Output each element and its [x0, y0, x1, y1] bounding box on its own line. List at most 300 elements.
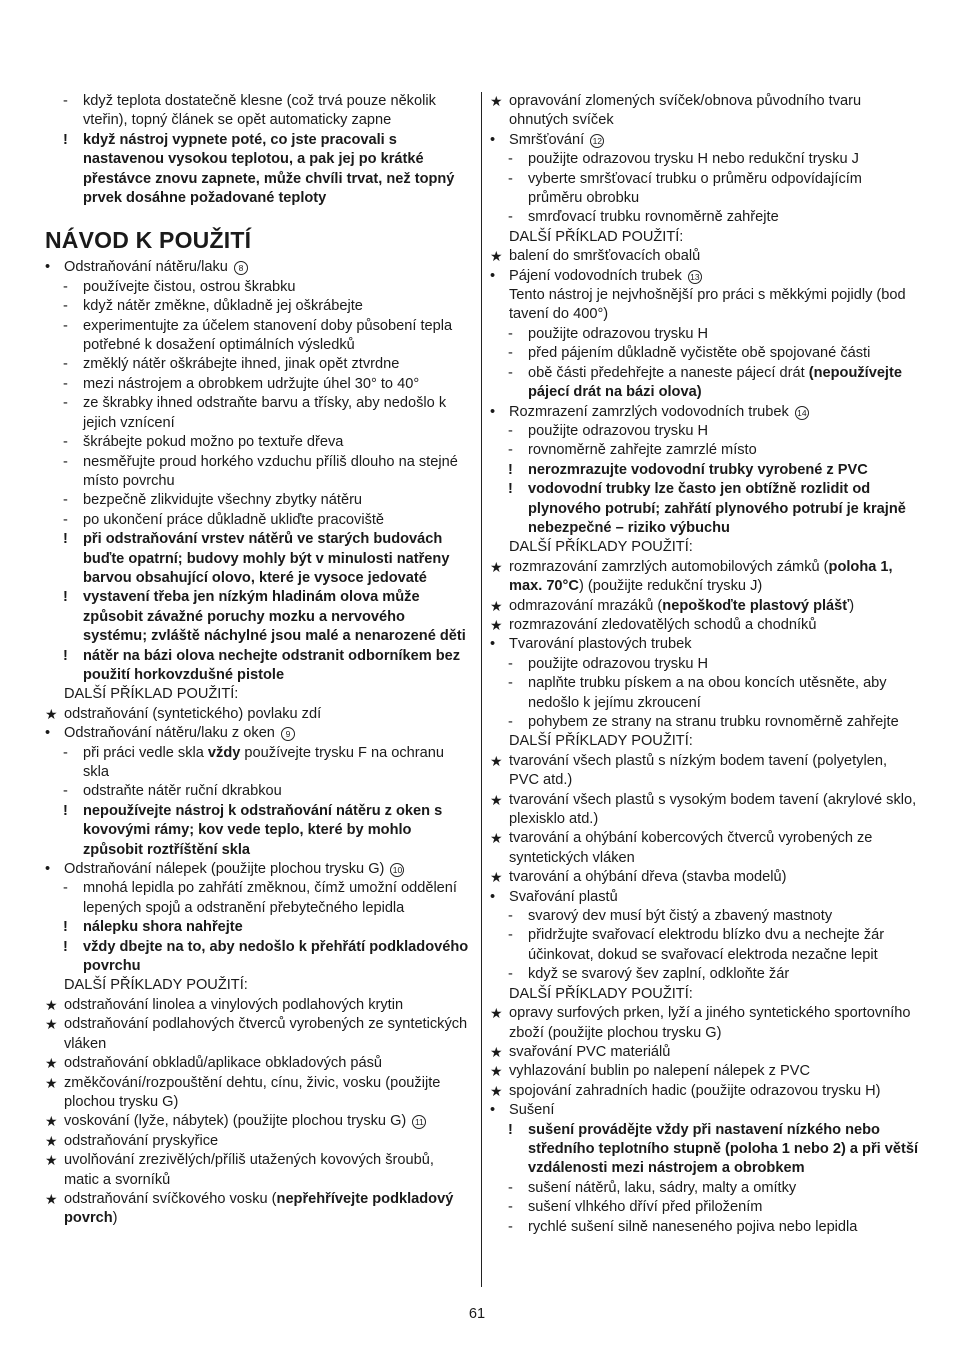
item-text	[490, 791, 920, 830]
star-icon: ★	[490, 248, 503, 265]
item-text	[490, 985, 920, 1004]
item-text	[490, 926, 920, 965]
bullet-item	[45, 860, 470, 879]
warning-icon: !	[63, 919, 68, 936]
item-text-part: Odstraňování nátěru/laku z oken	[64, 725, 275, 742]
dash-marker: -	[63, 492, 68, 509]
item-text-part: odmrazování mrazáků (	[509, 597, 663, 614]
item-text	[490, 247, 920, 266]
star-icon: ★	[45, 1055, 58, 1072]
sub-item	[45, 278, 470, 297]
dash-marker: -	[508, 966, 513, 983]
warning-item	[45, 918, 470, 937]
dash-marker: -	[508, 927, 513, 944]
item-text	[490, 1101, 920, 1120]
item-text	[45, 705, 470, 724]
dash-marker: -	[508, 442, 513, 459]
bullet-icon: •	[490, 636, 496, 653]
warning-icon: !	[508, 461, 513, 478]
dash-marker: -	[63, 278, 68, 295]
sub-item	[490, 674, 920, 713]
item-text-part: vyhlazování bublin po nalepení nálepek z PVC	[509, 1063, 810, 1080]
item-text	[490, 441, 920, 460]
item-text	[490, 1218, 920, 1237]
warning-icon: !	[508, 481, 513, 498]
item-text	[490, 655, 920, 674]
item-text	[45, 530, 470, 588]
figure-ref-badge: 11	[412, 1115, 426, 1129]
item-text-part: změklý nátěr oškrábejte ihned, jinak opět ztvrdne	[83, 356, 400, 373]
sub-item	[490, 1198, 920, 1217]
dash-marker: -	[508, 1199, 513, 1216]
item-text-part: DALŠÍ PŘÍKLADY POUŽITÍ:	[509, 985, 693, 1002]
item-text	[45, 511, 470, 530]
item-text-part: )	[849, 597, 855, 614]
item-text-part: sušení provádějte vždy při nastavení nízkého nebo středního teplotního stupně (poloha 1 nebo 2) a při větší vzdálenosti mezi nástrojem a obrobkem	[528, 1121, 918, 1177]
item-text-part: nálepku shora nahřejte	[83, 919, 243, 936]
warning-item	[45, 938, 470, 977]
item-text	[45, 92, 470, 131]
item-text-part: použijte odrazovou trysku H	[528, 422, 709, 439]
warning-item	[45, 530, 470, 588]
warning-icon: !	[63, 802, 68, 819]
item-text-part: při práci vedle skla	[83, 744, 208, 761]
example-item	[490, 1004, 920, 1043]
item-text-part: DALŠÍ PŘÍKLADY POUŽITÍ:	[509, 733, 693, 750]
item-text-part: tvarování všech plastů s nízkým bodem tavení (polyetylen, PVC atd.)	[509, 752, 887, 789]
item-text	[490, 965, 920, 984]
item-text-part: vždy dbejte na to, aby nedošlo k přehřátí podkladového povrchu	[83, 938, 469, 975]
bullet-icon: •	[490, 403, 496, 420]
item-text-part: rovnoměrně zahřejte zamrzlé místo	[528, 442, 757, 459]
star-icon: ★	[490, 1043, 503, 1060]
list-label	[490, 286, 920, 325]
item-text-part: uvolňování zrezivělých/příliš utažených kovových šroubů, matic a svorníků	[64, 1152, 434, 1188]
item-text-part: odstraňování svíčkového vosku (	[64, 1190, 277, 1207]
item-text-part: když teplota dostatečně klesne (což trvá pouze několik vteřin), topný článek se opět automaticky zapne	[83, 93, 436, 129]
item-text-part: použijte odrazovou trysku H	[528, 655, 709, 672]
sub-item	[490, 907, 920, 926]
item-text-part: tvarování všech plastů s vysokým bodem tavení (akrylové sklo, plexisklo atd.)	[509, 791, 917, 828]
left-column	[45, 92, 470, 1229]
item-text	[490, 674, 920, 713]
item-text-part: Smršťování	[509, 131, 585, 148]
dash-marker: -	[508, 908, 513, 925]
item-text-part: používejte čistou, ostrou škrabku	[83, 278, 296, 295]
item-text-bold: (nepoužívejte pájecí drát na bázi olova)	[528, 364, 902, 401]
sub-item	[45, 744, 470, 783]
item-text	[45, 782, 470, 801]
warning-item	[45, 131, 470, 209]
sub-item	[490, 364, 920, 403]
item-text	[45, 860, 470, 879]
dash-marker: -	[508, 151, 513, 168]
item-text	[45, 1015, 470, 1054]
item-text-part: )	[112, 1210, 118, 1227]
item-text	[490, 170, 920, 209]
example-item	[490, 616, 920, 635]
figure-ref-badge: 13	[688, 270, 702, 284]
dash-marker: -	[63, 298, 68, 315]
item-text-part: odstraňování podlahových čtverců vyrobených ze syntetických vláken	[64, 1016, 468, 1052]
warning-icon: !	[63, 938, 68, 955]
sub-item	[45, 879, 470, 918]
example-item	[45, 1112, 470, 1131]
item-text-part: po ukončení práce důkladně ukliďte pracoviště	[83, 511, 385, 528]
item-text-part: sušení nátěrů, laku, sádry, malty a omítky	[528, 1179, 797, 1196]
star-icon: ★	[490, 1082, 503, 1099]
bullet-item	[490, 131, 920, 150]
item-text	[490, 92, 920, 131]
item-text-part: svařování PVC materiálů	[509, 1043, 671, 1060]
warning-item	[45, 588, 470, 646]
bullet-icon: •	[45, 725, 51, 742]
item-text	[490, 325, 920, 344]
warning-icon: !	[63, 131, 68, 148]
item-text	[490, 1121, 920, 1179]
bullet-icon: •	[45, 259, 51, 276]
dash-marker: -	[508, 655, 513, 672]
star-icon: ★	[490, 869, 503, 886]
sub-item	[45, 433, 470, 452]
item-text-part: ze škrabky ihned odstraňte barvu a třísky, aby nedošlo k jejich vznícení	[83, 395, 447, 431]
item-text	[45, 1112, 470, 1131]
item-text-part: sušení vlhkého dříví před přiložením	[528, 1199, 763, 1216]
item-text-part: obě části předehřejte a naneste pájecí drát	[528, 364, 809, 381]
item-text	[45, 433, 470, 452]
example-item	[490, 1062, 920, 1081]
item-text	[490, 461, 920, 480]
item-text-part: spojování zahradních hadic (použijte odrazovou trysku H)	[509, 1082, 881, 1099]
item-text-part: smrďovací trubku rovnoměrně zahřejte	[528, 209, 779, 226]
sub-item	[490, 965, 920, 984]
dash-marker: -	[63, 395, 68, 412]
example-item	[45, 1190, 470, 1229]
example-item	[45, 1132, 470, 1151]
item-text-part: přidržujte svařovací elektrodu blízko dvu a nechejte žár účinkovat, dokud se svařovací elektroda nezačne lepit	[528, 927, 885, 963]
item-text-part: vodovodní trubky lze často jen obtížně rozlidit od plynového potrubí; zahřátí plynového potrubí je krajně nebezpečné – riziko výbuchu	[528, 481, 906, 536]
section-heading: NÁVOD K POUŽITÍ	[45, 227, 252, 254]
dash-marker: -	[63, 375, 68, 392]
star-icon: ★	[490, 752, 503, 769]
figure-ref-badge: 12	[590, 134, 604, 148]
bullet-item	[490, 635, 920, 654]
item-text-part: nátěr na bázi olova nechejte odstranit odborníkem bez použití horkovzdušné pistole	[83, 647, 461, 683]
figure-ref-badge: 14	[795, 406, 809, 420]
item-text	[45, 297, 470, 316]
dash-marker: -	[508, 675, 513, 692]
item-text	[45, 1074, 470, 1113]
dash-marker: -	[63, 434, 68, 451]
item-text-part: ) (použijte redukční trysku J)	[578, 578, 763, 595]
bullet-item	[490, 1101, 920, 1120]
sub-item	[490, 422, 920, 441]
item-text	[490, 1082, 920, 1101]
item-text	[490, 1043, 920, 1062]
item-text-part: voskování (lyže, nábytek) (použijte plochou trysku G)	[64, 1113, 407, 1130]
dash-marker: -	[508, 1179, 513, 1196]
item-text	[45, 1132, 470, 1151]
bullet-item	[490, 403, 920, 422]
item-text-part: tvarování a ohýbání dřeva (stavba modelů)	[509, 869, 787, 886]
item-text-part: mezi nástrojem a obrobkem udržujte úhel 30° to 40°	[83, 375, 420, 392]
star-icon: ★	[45, 1113, 58, 1130]
example-item	[490, 597, 920, 616]
item-text	[490, 208, 920, 227]
list-label	[490, 985, 920, 1004]
item-text	[490, 829, 920, 868]
warning-item	[45, 802, 470, 860]
item-text-part: rozmrazování zledovatělých schodů a chodníků	[509, 616, 817, 633]
item-text-part: Tento nástroj je nejvhošnější pro práci s měkkými pojidly (bod tavení do 400°)	[509, 287, 906, 323]
example-item	[490, 791, 920, 830]
item-text-part: tvarování a ohýbání kobercových čtverců vyrobených ze syntetických vláken	[509, 830, 873, 866]
item-text-part: Odstraňování nálepek (použijte plochou trysku G)	[64, 861, 385, 878]
dash-marker: -	[63, 453, 68, 470]
warning-item	[490, 461, 920, 480]
warning-item	[490, 1121, 920, 1179]
right-column	[490, 92, 920, 1237]
example-item	[490, 829, 920, 868]
item-text-part: škrábejte pokud možno po textuře dřeva	[83, 434, 344, 451]
star-icon: ★	[45, 1190, 58, 1207]
dash-marker: -	[508, 1218, 513, 1235]
item-text	[490, 888, 920, 907]
example-item	[490, 247, 920, 266]
bullet-icon: •	[490, 1102, 496, 1119]
item-text	[45, 375, 470, 394]
dash-marker: -	[508, 422, 513, 439]
item-text-part: používejte trysku F na ochranu skla	[83, 744, 444, 780]
item-text-part: DALŠÍ PŘÍKLAD POUŽITÍ:	[64, 686, 239, 703]
item-text	[45, 647, 470, 686]
example-item	[490, 92, 920, 131]
item-text	[490, 267, 920, 286]
star-icon: ★	[45, 1152, 58, 1169]
item-text-part: odstraňování pryskyřice	[64, 1132, 219, 1149]
item-text-part: rozmrazování zamrzlých automobilových zámků (	[509, 558, 829, 575]
list-label	[490, 732, 920, 751]
item-text-part: když nástroj vypnete poté, co jste pracovali s nastavenou vysokou teplotou, a pak jej po krátké přestávce znovu zapnete, může chvíli trvat, než topný prvek dosáhne požadované teploty	[83, 131, 455, 207]
item-text-part: opravy surfových prken, lyží a jiného syntetického sportovního zboží (použijte plochou trysku G)	[509, 1005, 911, 1041]
item-text-part: Sušení	[509, 1102, 555, 1119]
figure-ref-badge: 9	[281, 727, 295, 741]
item-text	[490, 732, 920, 751]
warning-icon: !	[63, 531, 68, 548]
dash-marker: -	[63, 356, 68, 373]
item-text-bold: nepoškoďte plastový plášť	[662, 597, 850, 614]
item-text	[45, 588, 470, 646]
dash-marker: -	[63, 783, 68, 800]
sub-item	[45, 491, 470, 510]
item-text-part: DALŠÍ PŘÍKLADY POUŽITÍ:	[509, 539, 693, 556]
item-text	[490, 150, 920, 169]
bullet-item	[45, 724, 470, 743]
item-text-part: DALŠÍ PŘÍKLADY POUŽITÍ:	[64, 977, 248, 994]
item-text-part: Rozmrazení zamrzlých vodovodních trubek	[509, 403, 789, 420]
item-text	[45, 1151, 470, 1190]
item-text	[490, 364, 920, 403]
item-text	[45, 453, 470, 492]
bullet-item	[490, 888, 920, 907]
figure-ref-badge: 8	[234, 261, 248, 275]
sub-item	[490, 208, 920, 227]
item-text-part: před pájením důkladně vyčistěte obě spojované části	[528, 345, 871, 362]
item-text	[490, 558, 920, 597]
item-text-bold: vždy	[207, 744, 241, 761]
list-label	[490, 228, 920, 247]
item-text-part: Odstraňování nátěru/laku	[64, 259, 228, 276]
warning-item	[490, 480, 920, 538]
sub-item	[490, 325, 920, 344]
dash-marker: -	[63, 744, 68, 761]
item-text	[490, 344, 920, 363]
dash-marker: -	[508, 345, 513, 362]
item-text	[45, 724, 470, 743]
warning-item	[45, 647, 470, 686]
star-icon: ★	[45, 1074, 58, 1091]
item-text	[490, 538, 920, 557]
list-label	[45, 976, 470, 995]
item-text	[490, 616, 920, 635]
item-text	[490, 286, 920, 325]
item-text	[490, 1179, 920, 1198]
item-text	[490, 1004, 920, 1043]
page-number: 61	[468, 1306, 486, 1322]
sub-item	[45, 355, 470, 374]
example-item	[490, 868, 920, 887]
sub-item	[490, 150, 920, 169]
sub-item	[490, 441, 920, 460]
dash-marker: -	[63, 317, 68, 334]
item-text-part: mnohá lepidla po zahřátí změknou, čímž umožní oddělení lepených spojů a odstranění přebytečného lepidla	[83, 880, 457, 916]
example-item	[45, 1015, 470, 1054]
item-text	[45, 996, 470, 1015]
dash-marker: -	[508, 714, 513, 730]
item-text	[45, 394, 470, 433]
star-icon: ★	[490, 616, 503, 633]
item-text-part: odstraňování obkladů/aplikace obkladových pásů	[64, 1055, 383, 1072]
item-text	[490, 228, 920, 247]
bullet-item	[490, 267, 920, 286]
item-text-part: nesměřujte proud horkého vzduchu příliš dlouho na stejné místo povrchu	[83, 453, 458, 489]
item-text	[45, 1054, 470, 1073]
item-text	[490, 403, 920, 422]
column-divider	[481, 92, 482, 1287]
dash-marker: -	[508, 325, 513, 342]
item-text	[45, 355, 470, 374]
item-text	[490, 752, 920, 791]
item-text-part: když nátěr změkne, důkladně jej oškrábejte	[83, 298, 363, 315]
item-text-part: když se svarový šev zaplní, odkloňte žár	[528, 966, 790, 983]
star-icon: ★	[45, 996, 58, 1013]
item-text	[45, 258, 470, 277]
item-text-part: rychlé sušení silně naneseného pojiva nebo lepidla	[528, 1218, 858, 1235]
item-text	[45, 918, 470, 937]
item-text-part: vyberte smršťovací trubku o průměru odpovídajícím průměru obrobku	[528, 170, 862, 207]
sub-item	[45, 375, 470, 394]
bullet-icon: •	[490, 888, 496, 905]
item-text	[45, 491, 470, 510]
dash-marker: -	[63, 880, 68, 897]
example-item	[490, 558, 920, 597]
star-icon: ★	[490, 1005, 503, 1022]
item-text	[490, 131, 920, 150]
item-text-part: Svařování plastů	[509, 888, 618, 905]
item-text	[45, 131, 470, 209]
item-text-part: odstraňte nátěr ruční dkrabkou	[83, 783, 282, 800]
star-icon: ★	[490, 597, 503, 614]
dash-marker: -	[508, 209, 513, 226]
dash-marker: -	[63, 93, 68, 109]
sub-item	[490, 344, 920, 363]
sub-item	[45, 782, 470, 801]
bullet-icon: •	[490, 267, 496, 284]
dash-marker: -	[508, 364, 513, 381]
item-text	[45, 938, 470, 977]
item-text	[490, 480, 920, 538]
warning-icon: !	[63, 647, 68, 664]
item-text-part: nepoužívejte nástroj k odstraňování nátěru z oken s kovovými rámy; kov vede teplo, které by mohlo způsobit roztříštění skla	[83, 802, 443, 858]
bullet-icon: •	[45, 861, 51, 878]
star-icon: ★	[45, 1016, 58, 1033]
list-label	[490, 538, 920, 557]
item-text-part: odstraňování linolea a vinylových podlahových krytin	[64, 996, 404, 1013]
example-item	[490, 1082, 920, 1101]
sub-item	[490, 926, 920, 965]
item-text-part: Tvarování plastových trubek	[509, 636, 692, 653]
item-text-part: odstraňování (syntetického) povlaku zdí	[64, 705, 322, 722]
item-text	[45, 278, 470, 297]
star-icon: ★	[490, 93, 503, 109]
item-text-part: nerozmrazujte vodovodní trubky vyrobené z PVC	[528, 461, 868, 478]
sub-item	[490, 655, 920, 674]
item-text-bold: poloha 1, max. 70°C	[509, 558, 893, 595]
star-icon: ★	[490, 1063, 503, 1080]
item-text-part: balení do smršťovacích obalů	[509, 248, 701, 265]
example-item	[45, 996, 470, 1015]
item-text-part: experimentujte za účelem stanovení doby působení tepla potřebné k dosažení optimálních výsledků	[83, 317, 453, 354]
sub-item	[45, 317, 470, 356]
item-text-part: Pájení vodovodních trubek	[509, 267, 682, 284]
item-text-part: vystavení třeba jen nízkým hladinám olova může způsobit závažné poruchy mozku a nervového systému; zvláště náchylné jsou malé a nenarozené děti	[83, 589, 466, 645]
example-item	[490, 752, 920, 791]
dash-marker: -	[63, 511, 68, 528]
item-text-part: bezpečně zlikvidujte všechny zbytky nátěru	[83, 492, 363, 509]
item-text	[490, 1062, 920, 1081]
item-text-part: při odstraňování vrstev nátěrů ve starých budovách buďte opatrní; budovy mohly být v minulosti natřeny barvou obsahující olovo, které je vysoce jedovaté	[83, 531, 450, 586]
item-text	[490, 597, 920, 616]
item-text	[45, 685, 470, 704]
example-item	[45, 1151, 470, 1190]
star-icon: ★	[490, 791, 503, 808]
example-item	[45, 705, 470, 724]
item-text	[490, 868, 920, 887]
bullet-item	[45, 258, 470, 277]
example-item	[490, 1043, 920, 1062]
item-text	[45, 879, 470, 918]
example-item	[45, 1054, 470, 1073]
star-icon: ★	[45, 1132, 58, 1149]
sub-item	[490, 1218, 920, 1237]
bullet-icon: •	[490, 131, 496, 148]
item-text-part: použijte odrazovou trysku H	[528, 325, 709, 342]
sub-item	[490, 713, 920, 732]
item-text-part: použijte odrazovou trysku H nebo redukční trysku J	[528, 151, 859, 168]
item-text	[45, 317, 470, 356]
item-text	[45, 802, 470, 860]
dash-marker: -	[508, 170, 513, 187]
